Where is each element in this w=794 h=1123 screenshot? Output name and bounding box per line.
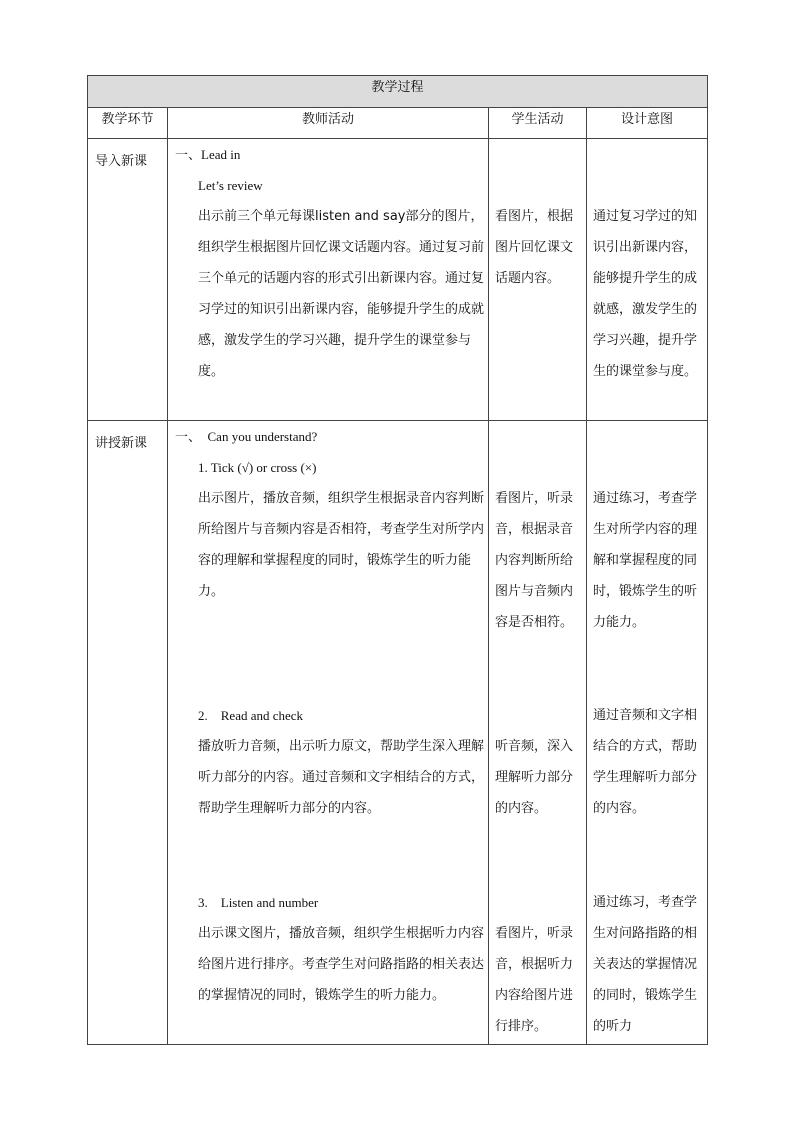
section-heading: 一、 Can you understand? [175,429,318,444]
teacher-text: 出示前三个单元每课listen and say部分的图片，组织学生根据图片回忆课文话题内容。通过复习前三个单元的话题内容的形式引出新课内容。通过复习学过的知识引出新课内容，能够提升学生的成就感，激发学生的学习兴趣，提升学生的课堂参与度。 [198,209,485,379]
table-header-row [88,108,708,139]
student-text: 看图片，根据图片回忆课文话题内容。 [495,209,574,286]
subsection-title: 3. Listen and number [198,895,319,910]
subsection-title: 2. Read and check [198,708,304,723]
header-stage: 教学环节 [88,108,168,139]
teacher-text: 播放听力音频，出示听力原文，帮助学生深入理解听力部分的内容。通过音频和文字相结合的方式，帮助学生理解听力部分的内容。 [198,739,485,816]
design-intent-cell [587,139,708,421]
design-text: 通过音频和文字相结合的方式，帮助学生理解听力部分的内容。 [593,708,698,816]
table-row [88,421,708,1045]
table-title: 教学过程 [88,76,708,108]
header-student-activity: 学生活动 [489,108,587,139]
teacher-activity-cell [168,421,489,1045]
stage-cell: 讲授新课 [88,421,168,1045]
teacher-text: 出示图片，播放音频，组织学生根据录音内容判断所给图片与音频内容是否相符，考查学生对所学内容的理解和掌握程度的同时，锻炼学生的听力能力。 [198,491,485,599]
design-text: 通过练习，考查学生对问路指路的相关表达的掌握情况的同时，锻炼学生的听力 [593,895,698,1034]
student-activity-cell [489,139,587,421]
section-heading: 一、Lead in [175,147,241,162]
table-row [88,139,708,421]
stage-cell: 导入新课 [88,139,168,421]
student-text: 看图片，听录音，根据录音内容判断所给图片与音频内容是否相符。 [495,491,574,630]
design-intent-cell [587,421,708,1045]
student-text: 听音频，深入理解听力部分的内容。 [495,739,574,816]
header-teacher-activity: 教师活动 [168,108,489,139]
student-text: 看图片，听录音，根据听力内容给图片进行排序。 [495,926,574,1034]
header-design-intent: 设计意图 [587,108,708,139]
subsection-title: Let’s review [198,178,263,193]
teacher-activity-cell [168,139,489,421]
student-activity-cell [489,421,587,1045]
lesson-process-table [87,75,708,1045]
table-title-row [88,76,708,108]
subsection-title: 1. Tick (√) or cross (×) [198,460,317,475]
design-text: 通过复习学过的知识引出新课内容，能够提升学生的成就感，激发学生的学习兴趣，提升学生的课堂参与度。 [593,209,698,379]
teacher-text: 出示课文图片，播放音频，组织学生根据听力内容给图片进行排序。考查学生对问路指路的相关表达的掌握情况的同时，锻炼学生的听力能力。 [198,926,485,1003]
design-text: 通过练习，考查学生对所学内容的理解和掌握程度的同时，锻炼学生的听力能力。 [593,491,698,630]
